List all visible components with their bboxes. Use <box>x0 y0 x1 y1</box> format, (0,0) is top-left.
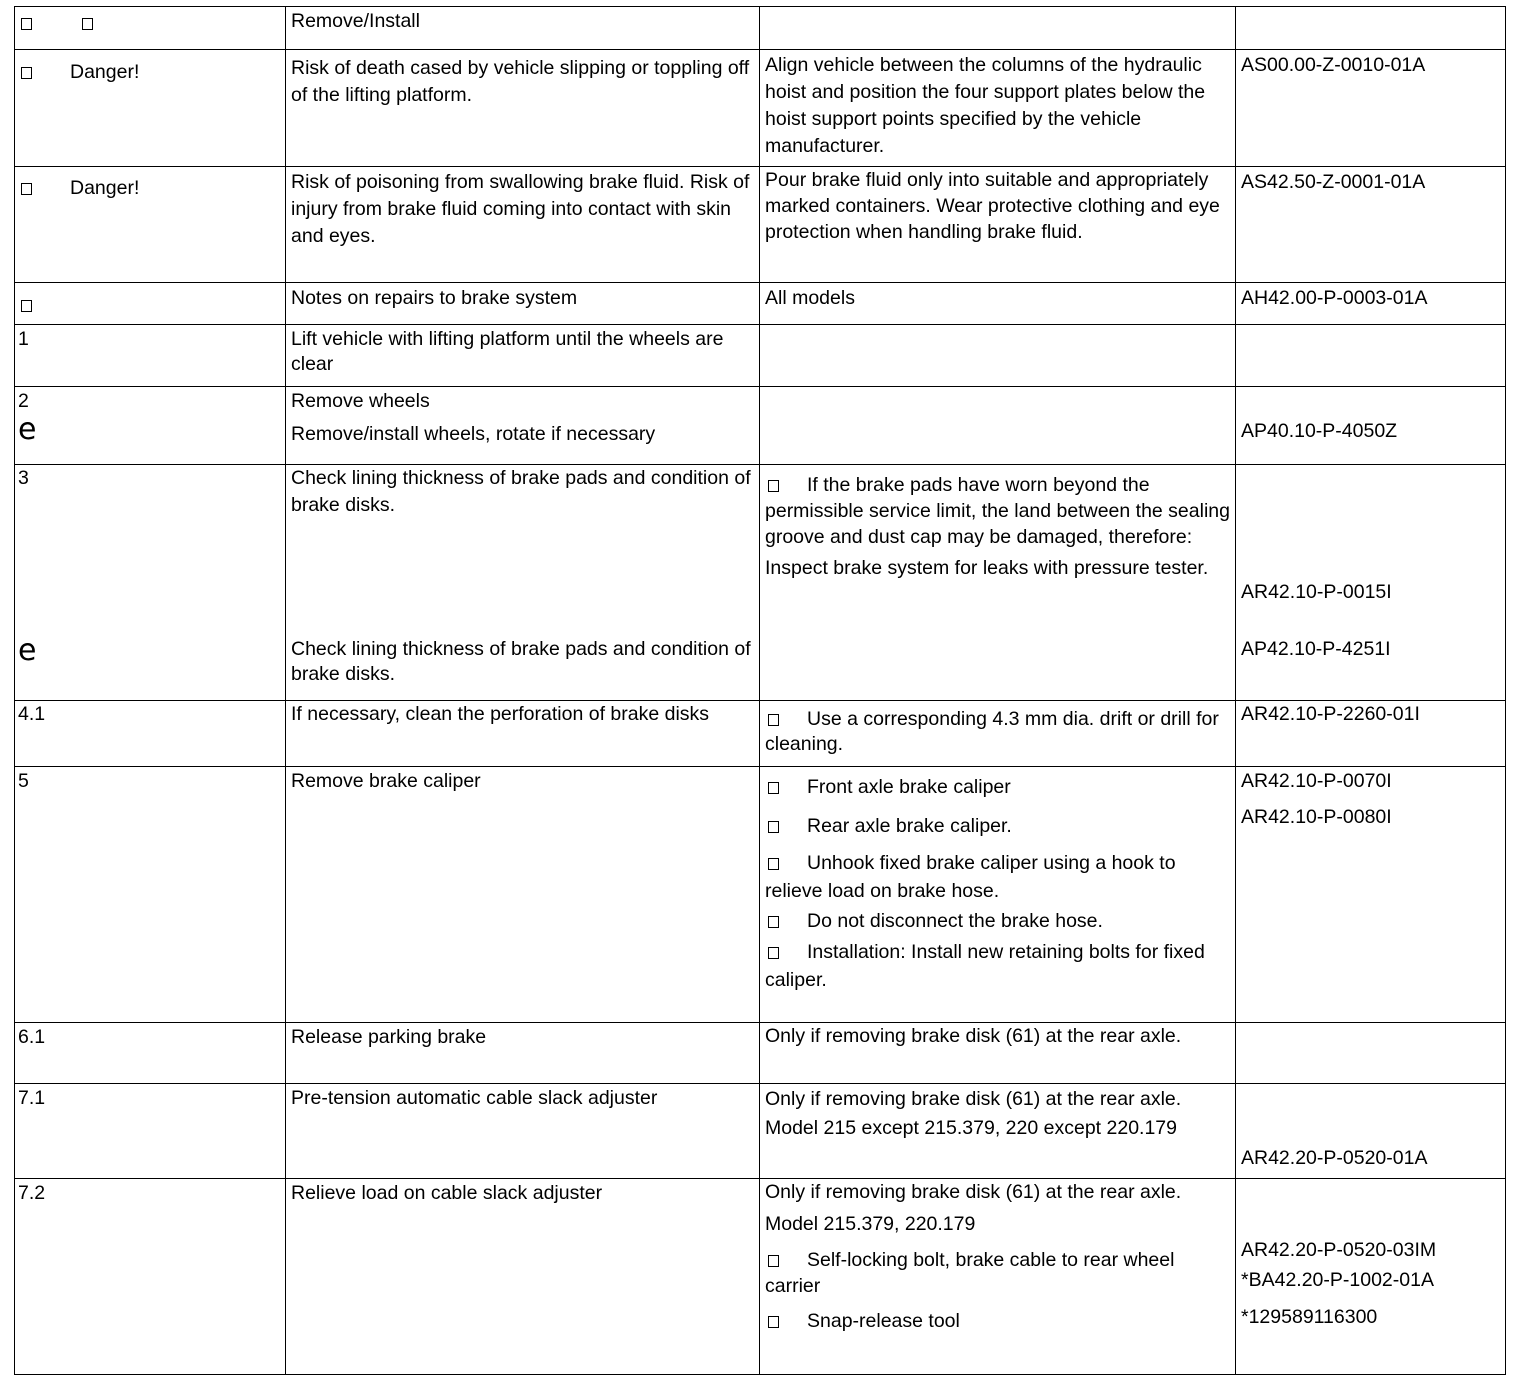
bolt-icon <box>768 1255 779 1267</box>
step-note <box>765 774 1231 801</box>
step-row <box>15 386 1505 464</box>
note-icon <box>768 480 779 492</box>
step-note-text: Rear axle brake caliper. <box>807 815 1012 837</box>
step-row <box>15 1022 1505 1083</box>
step-description: Relieve load on cable slack adjuster <box>285 1179 759 1374</box>
note-icon <box>768 916 779 928</box>
step-description: Remove wheels <box>291 390 430 412</box>
step-row <box>15 324 1505 386</box>
step-number-cell <box>15 387 285 464</box>
step-note-text: If the brake pads have worn beyond the permissible service limit, the land between the sealing groove and dust cap may be damaged, therefore: <box>765 474 1230 548</box>
step-note-text: Unhook fixed brake caliper using a hook to relieve load on brake hose. <box>765 852 1176 902</box>
notes-row <box>15 282 1505 324</box>
danger-instruction: Align vehicle between the columns of the hydraulic hoist and position the four support plates below the hoist support points specified by the vehicle manufacturer. <box>759 50 1235 166</box>
step-row <box>15 1083 1505 1178</box>
step-reference: AR42.10-P-0015I <box>1241 581 1392 603</box>
danger-reference: AS00.00-Z-0010-01A <box>1235 50 1505 166</box>
step-description: Check lining thickness of brake pads and condition of brake disks. <box>291 467 751 516</box>
step-references-cell <box>1235 1179 1505 1374</box>
step-number: 7.1 <box>18 1087 46 1109</box>
step-note <box>759 325 1235 386</box>
procedure-table <box>14 6 1506 1375</box>
danger-label-cell <box>15 50 285 166</box>
step-references-cell <box>1235 767 1505 1022</box>
step-description: Remove brake caliper <box>285 767 759 1022</box>
checkbox-icon <box>21 18 32 30</box>
step-note <box>759 387 1235 464</box>
step-reference: AR42.10-P-0070I <box>1241 770 1392 792</box>
header-title: Remove/Install <box>285 7 759 49</box>
step-note-text: Use a corresponding 4.3 mm dia. drift or drill for cleaning. <box>765 708 1219 755</box>
note-icon <box>768 821 779 833</box>
step-number: 4.1 <box>18 703 46 725</box>
danger-reference: AS42.50-Z-0001-01A <box>1235 167 1505 282</box>
step-notes-cell <box>759 1179 1235 1374</box>
danger-description: Risk of poisoning from swallowing brake fluid. Risk of injury from brake fluid coming into contact with skin and eyes. <box>285 167 759 282</box>
sub-step-reference: AP40.10-P-4050Z <box>1235 387 1505 464</box>
step-note <box>765 1308 1231 1335</box>
sub-step-description: Check lining thickness of brake pads and condition of brake disks. <box>291 638 751 685</box>
step-reference: *BA42.20-P-1002-01A <box>1241 1269 1434 1291</box>
step-description: Pre-tension automatic cable slack adjuster <box>285 1084 759 1178</box>
step-row <box>15 700 1505 766</box>
notes-description: Notes on repairs to brake system <box>285 283 759 324</box>
step-row <box>15 464 1505 700</box>
notes-reference: AH42.00-P-0003-01A <box>1235 283 1505 324</box>
note-icon <box>768 782 779 794</box>
sub-step-description: Remove/install wheels, rotate if necessary <box>291 423 656 445</box>
step-description: If necessary, clean the perforation of brake disks <box>285 701 759 766</box>
notes-scope: All models <box>759 283 1235 324</box>
step-reference: AR42.20-P-0520-01A <box>1235 1084 1505 1178</box>
step-number: 6.1 <box>18 1026 46 1048</box>
step-number: 5 <box>18 770 29 792</box>
step-reference: AR42.20-P-0520-03IM <box>1241 1239 1437 1261</box>
step-number-cell <box>15 465 285 700</box>
step-note: Only if removing brake disk (61) at the rear axle. <box>759 1023 1235 1083</box>
step-reference <box>1235 1023 1505 1083</box>
step-description: Lift vehicle with lifting platform until the wheels are clear <box>285 325 759 386</box>
step-note: Inspect brake system for leaks with pressure tester. <box>765 557 1209 579</box>
danger-label: Danger! <box>70 177 140 199</box>
step-note <box>765 849 1231 905</box>
step-reference-cell <box>1235 465 1505 700</box>
warning-icon <box>21 183 32 195</box>
danger-row <box>15 166 1505 282</box>
step-note: Only if removing brake disk (61) at the rear axle. <box>765 1181 1182 1203</box>
step-note-text: Snap-release tool <box>807 1310 960 1332</box>
procedure-e-icon: e <box>18 412 37 447</box>
step-description: Release parking brake <box>285 1023 759 1083</box>
step-notes-cell <box>759 1084 1235 1178</box>
header-empty-note <box>759 7 1235 49</box>
step-note <box>765 1247 1231 1299</box>
header-row <box>15 7 1505 49</box>
danger-label-cell <box>15 167 285 282</box>
step-reference: AR42.10-P-0080I <box>1241 806 1392 828</box>
step-number: 1 <box>18 328 29 350</box>
danger-label: Danger! <box>70 61 140 83</box>
header-empty-ref <box>1235 7 1505 49</box>
step-note-text: Do not disconnect the brake hose. <box>807 910 1103 932</box>
step-note-text: Self-locking bolt, brake cable to rear wheel carrier <box>765 1249 1175 1297</box>
step-note <box>759 701 1235 766</box>
step-notes-cell <box>759 767 1235 1022</box>
procedure-e-icon: e <box>18 633 37 668</box>
step-note <box>765 938 1231 994</box>
step-number: 3 <box>18 467 29 489</box>
note-icon <box>768 714 779 726</box>
step-description-cell <box>285 465 759 700</box>
step-reference: *129589116300 <box>1241 1306 1378 1328</box>
step-note <box>765 472 1231 550</box>
danger-instruction: Pour brake fluid only into suitable and appropriately marked containers. Wear protective clothing and eye protection when handling brake fluid. <box>759 167 1235 282</box>
step-note: Model 215 except 215.379, 220 except 220.179 <box>765 1117 1177 1139</box>
warning-icon <box>21 67 32 79</box>
sub-step-reference: AP42.10-P-4251I <box>1241 638 1391 660</box>
step-note-cell <box>759 465 1235 700</box>
step-note: Model 215.379, 220.179 <box>765 1213 976 1235</box>
step-number: 2 <box>18 390 29 412</box>
step-note: Only if removing brake disk (61) at the rear axle. <box>765 1088 1182 1110</box>
step-note-text: Front axle brake caliper <box>807 776 1011 798</box>
step-note <box>765 813 1231 840</box>
step-description-cell <box>285 387 759 464</box>
step-note <box>765 908 1231 935</box>
step-note-text: Installation: Install new retaining bolts for fixed caliper. <box>765 941 1205 991</box>
step-number: 7.2 <box>18 1182 46 1204</box>
danger-row <box>15 49 1505 166</box>
step-row <box>15 766 1505 1022</box>
step-row <box>15 1178 1505 1374</box>
note-icon <box>768 858 779 870</box>
step-reference: AR42.10-P-2260-01I <box>1235 701 1505 766</box>
note-icon <box>768 947 779 959</box>
notes-icon-cell <box>15 283 285 324</box>
checkbox-icon <box>82 18 93 30</box>
tool-icon <box>768 1316 779 1328</box>
header-icons <box>15 7 285 49</box>
step-reference <box>1235 325 1505 386</box>
danger-description: Risk of death cased by vehicle slipping or toppling off of the lifting platform. <box>285 50 759 166</box>
info-icon <box>21 300 32 312</box>
